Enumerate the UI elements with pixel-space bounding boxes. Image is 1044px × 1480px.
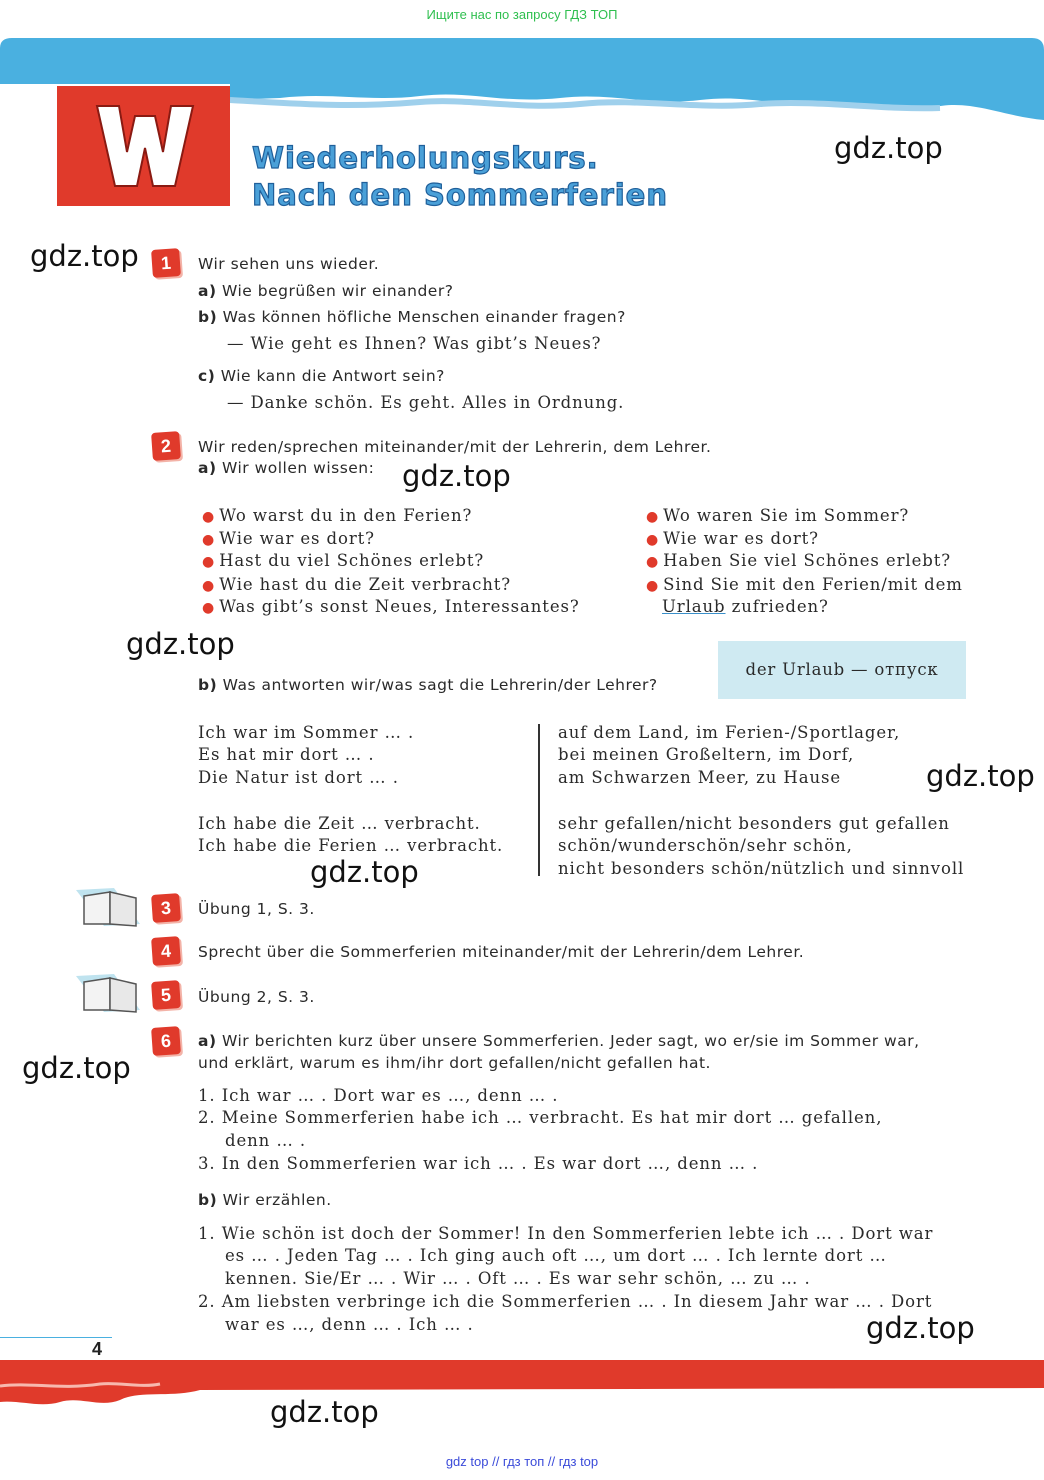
question-item: ● Haben Sie viel Schönes erlebt? bbox=[646, 551, 951, 570]
question-item: ● Wie war es dort? bbox=[202, 529, 375, 548]
page-number: 4 bbox=[92, 1339, 103, 1359]
exercise-number-3: 3 bbox=[151, 893, 181, 923]
ex2-a: a) Wir wollen wissen: bbox=[198, 459, 375, 477]
watermark: gdz.top bbox=[310, 855, 419, 889]
exercise-number-4: 4 bbox=[151, 936, 181, 966]
question-item: ● Was gibt’s sonst Neues, Interessantes? bbox=[202, 597, 580, 616]
top-note: Ищите нас по запросу ГДЗ ТОП bbox=[426, 7, 618, 22]
bottom-red-band bbox=[0, 1360, 1044, 1420]
w-letter-icon bbox=[57, 86, 230, 206]
watermark: gdz.top bbox=[22, 1051, 131, 1085]
ex4-text: Sprecht über die Sommerferien miteinander/mit der Lehrerin/dem Lehrer. bbox=[198, 943, 805, 961]
ex6-b: b) Wir erzählen. bbox=[198, 1191, 332, 1209]
question-item: ● Wo warst du in den Ferien? bbox=[202, 506, 473, 525]
ex6-b-item-continuation: war es …, denn … . Ich … . bbox=[225, 1315, 474, 1334]
column-divider bbox=[538, 724, 540, 876]
ex6-b-item: 2. Am liebsten verbringe ich die Sommerferien … . In diesem Jahr war … . Dort bbox=[198, 1292, 933, 1311]
watermark: gdz.top bbox=[126, 627, 235, 661]
question-item: ● Sind Sie mit den Ferien/mit dem bbox=[646, 575, 963, 594]
ex6-a-item: 1. Ich war … . Dort war es …, denn … . bbox=[198, 1086, 559, 1105]
ex3-text: Übung 1, S. 3. bbox=[198, 900, 315, 918]
exercise-number-6: 6 bbox=[151, 1026, 181, 1056]
open-book-icon bbox=[74, 970, 142, 1020]
ex2-title: Wir reden/sprechen miteinander/mit der Lehrerin, dem Lehrer. bbox=[198, 438, 712, 456]
answer-option: nicht besonders schön/nützlich und sinnvoll bbox=[558, 859, 965, 878]
ex6-a-item: 2. Meine Sommerferien habe ich … verbracht. Es hat mir dort … gefallen, bbox=[198, 1108, 883, 1127]
answer-option: bei meinen Großeltern, im Dorf, bbox=[558, 745, 855, 764]
answer-line: Es hat mir dort … . bbox=[198, 745, 375, 764]
exercise-number-1: 1 bbox=[151, 248, 181, 278]
ex6-b-item-continuation: es … . Jeden Tag … . Ich ging auch oft …, um dort … . Ich lernte dort … bbox=[225, 1246, 887, 1265]
watermark: gdz.top bbox=[926, 759, 1035, 793]
open-book-icon bbox=[74, 884, 142, 934]
question-item: ● Wie war es dort? bbox=[646, 529, 819, 548]
answer-line: Ich habe die Zeit … verbracht. bbox=[198, 814, 481, 833]
ex1-title: Wir sehen uns wieder. bbox=[198, 255, 380, 273]
watermark: gdz.top bbox=[834, 131, 943, 165]
page-number-rule bbox=[0, 1337, 112, 1338]
question-item: ● Hast du viel Schönes erlebt? bbox=[202, 551, 485, 570]
ex6-a-item-continuation: denn … . bbox=[225, 1131, 307, 1150]
ex6-a-line2: und erklärt, warum es ihm/ihr dort gefallen/nicht gefallen hat. bbox=[198, 1054, 711, 1072]
chapter-title-line2: Nach den Sommerferien bbox=[252, 178, 668, 212]
answer-line: Ich habe die Ferien … verbracht. bbox=[198, 836, 504, 855]
chapter-title-line1: Wiederholungskurs. bbox=[252, 141, 599, 175]
ex1-b-answer: — Wie geht es Ihnen? Was gibt’s Neues? bbox=[227, 334, 602, 353]
ex6-b-item-continuation: kennen. Sie/Er … . Wir … . Oft … . Es war sehr schön, … zu … . bbox=[225, 1269, 811, 1288]
ex1-a: a) Wie begrüßen wir einander? bbox=[198, 282, 454, 300]
vocabulary-box: der Urlaub — отпуск bbox=[718, 641, 966, 699]
watermark: gdz.top bbox=[866, 1311, 975, 1345]
watermark: gdz.top bbox=[30, 239, 139, 273]
question-item: ● Wie hast du die Zeit verbracht? bbox=[202, 575, 512, 594]
ex2-b: b) Was antworten wir/was sagt die Lehrerin/der Lehrer? bbox=[198, 676, 658, 694]
answer-option: schön/wunderschön/sehr schön, bbox=[558, 836, 853, 855]
ex6-a-line1: a) Wir berichten kurz über unsere Sommerferien. Jeder sagt, wo er/sie im Sommer war, bbox=[198, 1032, 920, 1050]
ex6-a-item: 3. In den Sommerferien war ich … . Es war dort …, denn … . bbox=[198, 1154, 759, 1173]
watermark: gdz.top bbox=[270, 1395, 379, 1429]
ex1-c: c) Wie kann die Antwort sein? bbox=[198, 367, 445, 385]
exercise-number-5: 5 bbox=[151, 980, 181, 1010]
answer-option: am Schwarzen Meer, zu Hause bbox=[558, 768, 842, 787]
footer-links[interactable]: gdz top // гдз топ // гдз top bbox=[445, 1454, 599, 1469]
ex1-b: b) Was können höfliche Menschen einander fragen? bbox=[198, 308, 626, 326]
question-item-continuation: Urlaub zufrieden? bbox=[662, 597, 829, 616]
answer-option: sehr gefallen/nicht besonders gut gefallen bbox=[558, 814, 950, 833]
answer-line: Die Natur ist dort … . bbox=[198, 768, 399, 787]
answer-line: Ich war im Sommer … . bbox=[198, 723, 415, 742]
chapter-logo bbox=[57, 86, 230, 206]
exercise-number-2: 2 bbox=[151, 431, 181, 461]
watermark: gdz.top bbox=[402, 459, 511, 493]
ex6-b-item: 1. Wie schön ist doch der Sommer! In den Sommerferien lebte ich … . Dort war bbox=[198, 1224, 934, 1243]
ex5-text: Übung 2, S. 3. bbox=[198, 988, 315, 1006]
ex1-c-answer: — Danke schön. Es geht. Alles in Ordnung. bbox=[227, 393, 625, 412]
answer-option: auf dem Land, im Ferien-/Sportlager, bbox=[558, 723, 901, 742]
question-item: ● Wo waren Sie im Sommer? bbox=[646, 506, 910, 525]
